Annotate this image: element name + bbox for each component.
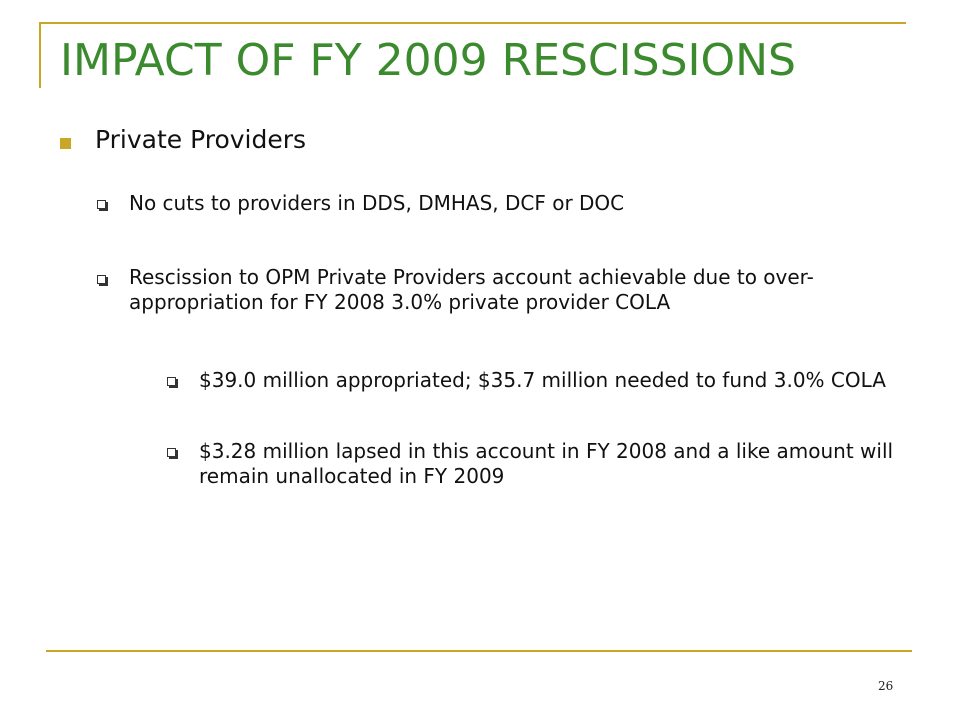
square-bullet-icon [60, 138, 71, 149]
sub-bullet-item-2: $3.28 million lapsed in this account in FY 2008 and a like amount will remain unallocated in FY 2009 [199, 439, 894, 488]
bullet-item-2: Rescission to OPM Private Providers account achievable due to over-appropriation for FY 2008 3.0% private provider COLA [129, 265, 814, 314]
hollow-square-bullet-icon [97, 275, 106, 284]
hollow-square-bullet-icon [167, 377, 176, 386]
bullet-item-1: No cuts to providers in DDS, DMHAS, DCF or DOC [129, 191, 625, 215]
sub-bullet-item-1: $39.0 million appropriated; $35.7 million needed to fund 3.0% COLA [199, 368, 886, 392]
slide-title: IMPACT OF FY 2009 RESCISSIONS [60, 35, 796, 86]
section-heading: Private Providers [95, 125, 307, 154]
hollow-square-bullet-icon [167, 448, 176, 457]
page-number: 26 [878, 679, 894, 693]
frame-top-line [40, 22, 906, 24]
hollow-square-bullet-icon [97, 200, 106, 209]
frame-left-line [39, 22, 41, 88]
footer-divider-line [46, 650, 912, 652]
